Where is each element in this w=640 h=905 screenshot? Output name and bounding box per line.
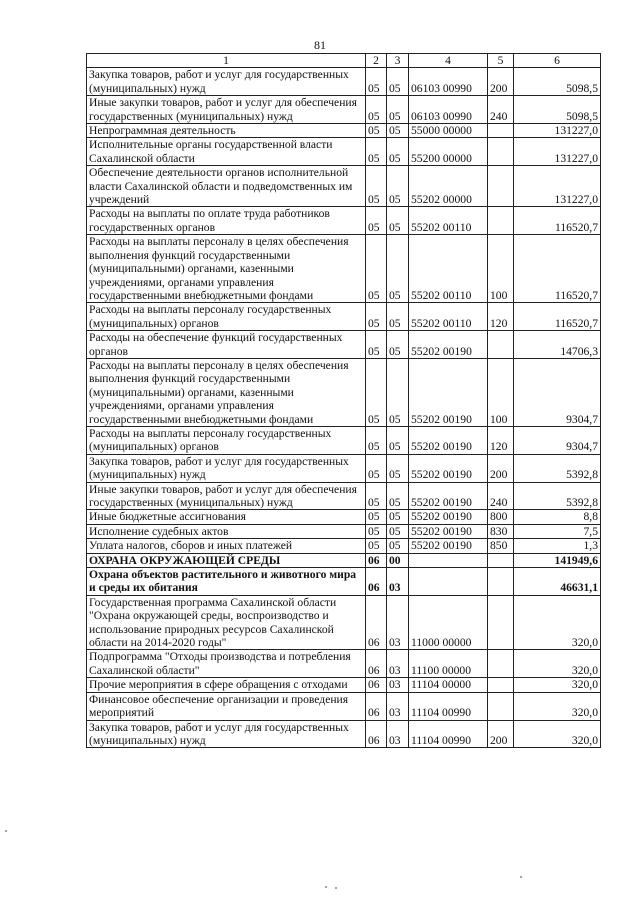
row-expense-type: 200: [488, 454, 514, 482]
row-name: Закупка товаров, работ и услуг для государственных (муниципальных) нужд: [87, 68, 366, 96]
header-col-1: 1: [87, 54, 366, 68]
scan-speck: [325, 886, 327, 888]
row-target-item: [409, 553, 488, 567]
row-expense-type: [488, 166, 514, 207]
header-col-5: 5: [488, 54, 514, 68]
row-name: Исполнительные органы государственной власти Сахалинской области: [87, 138, 366, 166]
header-row: [87, 54, 601, 68]
row-name: Финансовое обеспечение организации и проведения мероприятий: [87, 692, 366, 720]
row-amount: 5392,8: [514, 454, 601, 482]
row-target-item: 11104 00990: [409, 692, 488, 720]
row-subsection: 05: [387, 454, 409, 482]
row-amount: 131227,0: [514, 138, 601, 166]
row-subsection: 05: [387, 426, 409, 454]
row-subsection: 05: [387, 482, 409, 510]
row-target-item: 55000 00000: [409, 124, 488, 138]
table-body: [87, 68, 601, 748]
table-row: [87, 454, 601, 482]
row-target-item: 06103 00990: [409, 68, 488, 96]
row-subsection: 05: [387, 235, 409, 303]
row-amount: 131227,0: [514, 166, 601, 207]
row-name: Государственная программа Сахалинской области "Охрана окружающей среды, воспроизводство и использование природных ресурсов Сахалинской области на 2014-2020 годы": [87, 595, 366, 650]
table-row: [87, 166, 601, 207]
row-subsection: 05: [387, 68, 409, 96]
row-name: Иные бюджетные ассигнования: [87, 510, 366, 524]
row-subsection: 05: [387, 539, 409, 553]
row-section: 05: [366, 96, 387, 124]
row-amount: 320,0: [514, 595, 601, 650]
row-name: Расходы на выплаты по оплате труда работников государственных органов: [87, 207, 366, 235]
row-expense-type: 800: [488, 510, 514, 524]
row-name: ОХРАНА ОКРУЖАЮЩЕЙ СРЕДЫ: [87, 553, 366, 567]
table-row: [87, 426, 601, 454]
table-row: [87, 331, 601, 359]
row-target-item: 11104 00000: [409, 678, 488, 692]
table-row: [87, 68, 601, 96]
row-expense-type: 240: [488, 96, 514, 124]
row-expense-type: 120: [488, 426, 514, 454]
row-expense-type: 200: [488, 720, 514, 748]
row-section: 05: [366, 68, 387, 96]
row-target-item: 55200 00000: [409, 138, 488, 166]
table-row: [87, 124, 601, 138]
row-name: Закупка товаров, работ и услуг для государственных (муниципальных) нужд: [87, 454, 366, 482]
row-section: 06: [366, 568, 387, 596]
table-row: [87, 678, 601, 692]
row-section: 06: [366, 650, 387, 678]
row-expense-type: [488, 553, 514, 567]
table-row: [87, 595, 601, 650]
row-section: 06: [366, 720, 387, 748]
row-name: Подпрограмма "Отходы производства и потребления Сахалинской области": [87, 650, 366, 678]
row-name: Исполнение судебных актов: [87, 524, 366, 538]
row-amount: 320,0: [514, 692, 601, 720]
row-subsection: 03: [387, 720, 409, 748]
row-expense-type: 100: [488, 358, 514, 426]
row-subsection: 05: [387, 124, 409, 138]
table-row: [87, 96, 601, 124]
row-target-item: 11000 00000: [409, 595, 488, 650]
row-name: Уплата налогов, сборов и иных платежей: [87, 539, 366, 553]
table-row: [87, 568, 601, 596]
row-target-item: 55202 00190: [409, 426, 488, 454]
row-amount: 116520,7: [514, 207, 601, 235]
row-name: Охрана объектов растительного и животного мира и среды их обитания: [87, 568, 366, 596]
table-row: [87, 692, 601, 720]
row-name: Закупка товаров, работ и услуг для государственных (муниципальных) нужд: [87, 720, 366, 748]
row-section: 05: [366, 358, 387, 426]
row-amount: 1,3: [514, 539, 601, 553]
row-target-item: 55202 00190: [409, 331, 488, 359]
row-section: 06: [366, 692, 387, 720]
row-amount: 9304,7: [514, 358, 601, 426]
row-expense-type: [488, 124, 514, 138]
row-expense-type: [488, 568, 514, 596]
table-row: [87, 720, 601, 748]
row-amount: 320,0: [514, 650, 601, 678]
row-subsection: 05: [387, 166, 409, 207]
row-subsection: 05: [387, 96, 409, 124]
row-section: 05: [366, 166, 387, 207]
row-subsection: 03: [387, 692, 409, 720]
row-target-item: 11104 00990: [409, 720, 488, 748]
row-name: Расходы на выплаты персоналу государственных (муниципальных) органов: [87, 303, 366, 331]
table-row: [87, 303, 601, 331]
table-row: [87, 524, 601, 538]
header-col-2: 2: [366, 54, 387, 68]
row-amount: 14706,3: [514, 331, 601, 359]
row-subsection: 05: [387, 331, 409, 359]
row-section: 05: [366, 524, 387, 538]
row-amount: 9304,7: [514, 426, 601, 454]
row-target-item: 55202 00190: [409, 454, 488, 482]
row-section: 05: [366, 539, 387, 553]
row-subsection: 05: [387, 207, 409, 235]
budget-table: [86, 53, 601, 748]
row-expense-type: 240: [488, 482, 514, 510]
row-subsection: 05: [387, 303, 409, 331]
row-subsection: 05: [387, 138, 409, 166]
header-col-6: 6: [514, 54, 601, 68]
row-amount: 320,0: [514, 720, 601, 748]
row-name: Расходы на выплаты персоналу в целях обеспечения выполнения функций государственными (муниципальными) органами, казенными учреждениями, органами управления государственными внебюджетными фондами: [87, 235, 366, 303]
row-amount: 8,8: [514, 510, 601, 524]
row-amount: 7,5: [514, 524, 601, 538]
scan-speck: [520, 876, 522, 878]
row-expense-type: 100: [488, 235, 514, 303]
row-amount: 5098,5: [514, 96, 601, 124]
row-expense-type: [488, 650, 514, 678]
row-name: Прочие мероприятия в сфере обращения с отходами: [87, 678, 366, 692]
row-expense-type: [488, 207, 514, 235]
row-expense-type: 850: [488, 539, 514, 553]
row-expense-type: [488, 138, 514, 166]
table-row: [87, 138, 601, 166]
row-section: 05: [366, 331, 387, 359]
row-name: Расходы на выплаты персоналу государственных (муниципальных) органов: [87, 426, 366, 454]
row-section: 05: [366, 510, 387, 524]
row-subsection: 03: [387, 650, 409, 678]
row-subsection: 05: [387, 510, 409, 524]
row-expense-type: [488, 692, 514, 720]
row-amount: 320,0: [514, 678, 601, 692]
row-amount: 116520,7: [514, 303, 601, 331]
row-name: Обеспечение деятельности органов исполнительной власти Сахалинской области и подведомственных им учреждений: [87, 166, 366, 207]
table-row: [87, 207, 601, 235]
row-target-item: 11100 00000: [409, 650, 488, 678]
row-expense-type: [488, 595, 514, 650]
row-section: 05: [366, 207, 387, 235]
row-expense-type: [488, 678, 514, 692]
scan-speck: [5, 830, 7, 832]
table-row: [87, 358, 601, 426]
row-section: 06: [366, 595, 387, 650]
row-name: Расходы на обеспечение функций государственных органов: [87, 331, 366, 359]
header-col-4: 4: [409, 54, 488, 68]
row-target-item: 55202 00110: [409, 303, 488, 331]
row-section: 05: [366, 138, 387, 166]
page-number: 81: [314, 38, 326, 52]
row-target-item: 55202 00190: [409, 482, 488, 510]
row-target-item: 55202 00000: [409, 166, 488, 207]
row-section: 05: [366, 454, 387, 482]
table-row: [87, 553, 601, 567]
row-subsection: 05: [387, 524, 409, 538]
table-row: [87, 510, 601, 524]
row-target-item: 55202 00190: [409, 524, 488, 538]
row-target-item: 55202 00190: [409, 510, 488, 524]
row-section: 05: [366, 124, 387, 138]
row-subsection: 05: [387, 358, 409, 426]
header-col-3: 3: [387, 54, 409, 68]
row-target-item: 55202 00190: [409, 358, 488, 426]
row-section: 06: [366, 678, 387, 692]
row-target-item: 55202 00190: [409, 539, 488, 553]
row-amount: 5392,8: [514, 482, 601, 510]
row-expense-type: 200: [488, 68, 514, 96]
row-amount: 46631,1: [514, 568, 601, 596]
row-expense-type: [488, 331, 514, 359]
row-section: 06: [366, 553, 387, 567]
row-section: 05: [366, 235, 387, 303]
row-section: 05: [366, 482, 387, 510]
row-amount: 141949,6: [514, 553, 601, 567]
row-target-item: 06103 00990: [409, 96, 488, 124]
row-subsection: 03: [387, 568, 409, 596]
scan-speck: [335, 887, 337, 889]
row-name: Расходы на выплаты персоналу в целях обеспечения выполнения функций государственными (муниципальными) органами, казенными учреждениями, органами управления государственными внебюджетными фондами: [87, 358, 366, 426]
row-name: Непрограммная деятельность: [87, 124, 366, 138]
row-amount: 116520,7: [514, 235, 601, 303]
row-subsection: 03: [387, 595, 409, 650]
row-subsection: 00: [387, 553, 409, 567]
table-row: [87, 539, 601, 553]
row-name: Иные закупки товаров, работ и услуг для обеспечения государственных (муниципальных) нужд: [87, 482, 366, 510]
row-target-item: [409, 568, 488, 596]
row-target-item: 55202 00110: [409, 207, 488, 235]
row-amount: 5098,5: [514, 68, 601, 96]
row-section: 05: [366, 303, 387, 331]
row-section: 05: [366, 426, 387, 454]
row-name: Иные закупки товаров, работ и услуг для обеспечения государственных (муниципальных) нужд: [87, 96, 366, 124]
table-row: [87, 650, 601, 678]
row-subsection: 03: [387, 678, 409, 692]
table-row: [87, 235, 601, 303]
table-row: [87, 482, 601, 510]
row-expense-type: 120: [488, 303, 514, 331]
row-expense-type: 830: [488, 524, 514, 538]
row-target-item: 55202 00110: [409, 235, 488, 303]
row-amount: 131227,0: [514, 124, 601, 138]
